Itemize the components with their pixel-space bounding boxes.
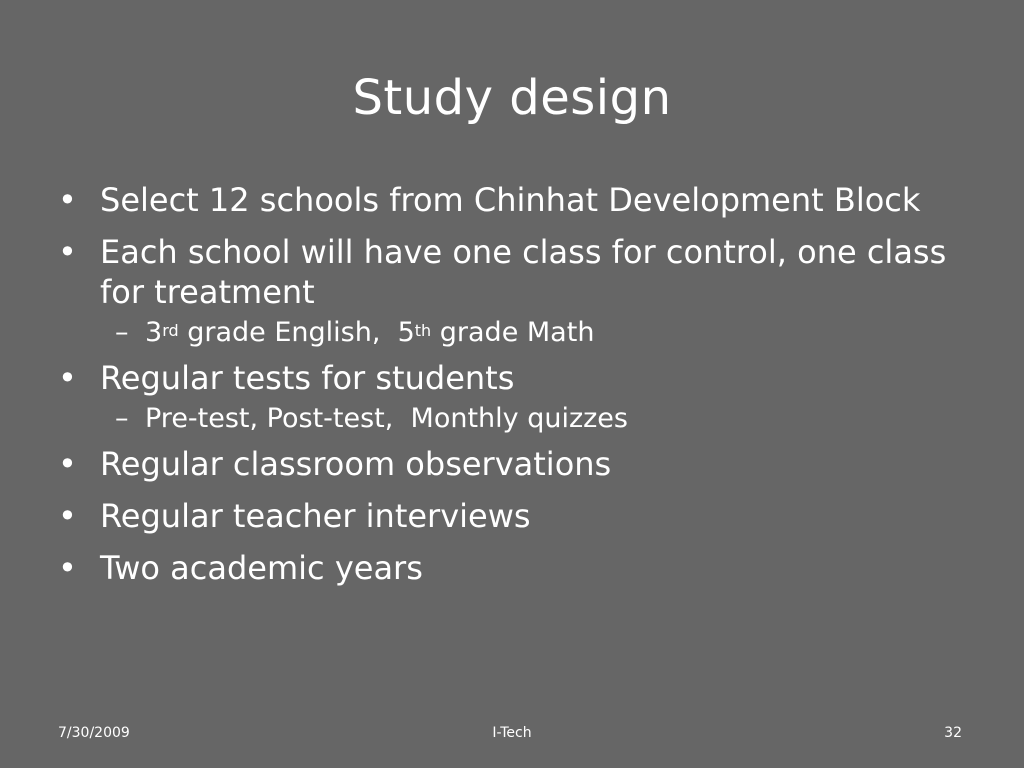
bullet-item	[58, 496, 958, 536]
bullet-item	[58, 444, 958, 484]
bullet-item	[58, 232, 958, 312]
bullet-text: Two academic years	[100, 549, 423, 587]
bullet-icon: •	[58, 233, 77, 271]
bullet-text: Select 12 schools from Chinhat Development Block	[100, 181, 921, 219]
bullet-item	[58, 548, 958, 588]
bullet-item	[58, 180, 958, 220]
bullet-text: Regular teacher interviews	[100, 497, 531, 535]
dash-icon: –	[115, 317, 129, 348]
sub-bullet-item	[58, 316, 958, 350]
sub-text-part: 3	[145, 317, 163, 348]
footer-center-text: I-Tech	[492, 725, 532, 741]
superscript: th	[414, 321, 432, 340]
sub-text-part: grade Math	[431, 317, 595, 348]
footer-page-number: 32	[944, 725, 962, 741]
bullet-text: Regular tests for students	[100, 359, 515, 397]
sub-text-part: grade English, 5	[178, 317, 415, 348]
sub-bullet-item	[58, 402, 958, 436]
bullet-text: Regular classroom observations	[100, 445, 612, 483]
bullet-icon: •	[58, 181, 77, 219]
bullet-item	[58, 358, 958, 398]
slide-title: Study design	[352, 70, 672, 126]
bullet-list	[58, 180, 958, 600]
bullet-icon: •	[58, 445, 77, 483]
bullet-text: Each school will have one class for control, one class for treatment	[100, 233, 947, 311]
footer-date: 7/30/2009	[58, 725, 130, 741]
sub-bullet-text	[145, 317, 594, 348]
bullet-icon: •	[58, 549, 77, 587]
sub-bullet-text: Pre-test, Post-test, Monthly quizzes	[145, 403, 628, 434]
superscript: rd	[162, 321, 179, 340]
bullet-icon: •	[58, 359, 77, 397]
bullet-icon: •	[58, 497, 77, 535]
dash-icon: –	[115, 403, 129, 434]
